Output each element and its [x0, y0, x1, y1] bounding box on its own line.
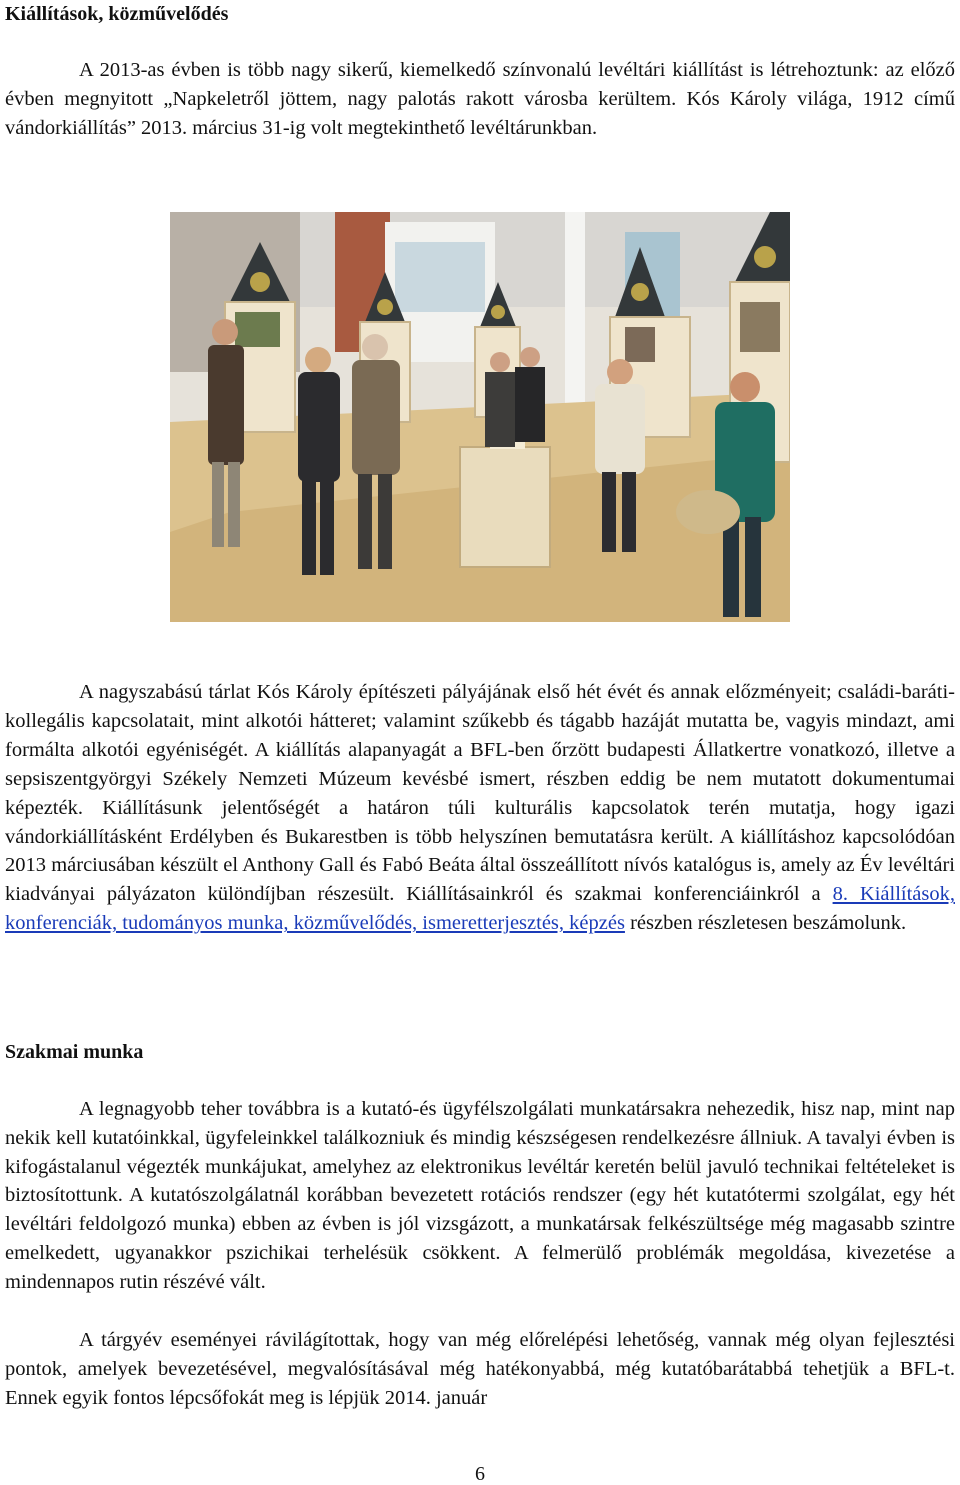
- exhibition-photo: [170, 212, 790, 622]
- exhibitions-paragraph-2: [5, 678, 955, 938]
- section-heading-exhibitions: Kiállítások, közművelődés: [5, 3, 229, 25]
- professional-paragraph-2: A tárgyév eseményei rávilágítottak, hogy van még előrelépési lehetőség, vannak még olyan fejlesztési pontok, amelyek bevezetésével, megvalósításával még hatékonyabbá, még kutatóbarátabbá tehetjük a BFL-t. Ennek egyik fontos lépcsőfokát meg is lépjük 2014. január: [5, 1329, 955, 1409]
- paragraph-text-end: részben részletesen beszámolunk.: [624, 912, 907, 935]
- professional-paragraph-1: A legnagyobb teher továbbra is a kutató-és ügyfélszolgálati munkatársakra nehezedik, hisz nap, mint nap nekik kell kutatóinkkal, ügyfeleinkkel találkozniuk és mindig készségesen rendelkezésre állniuk. A tavalyi évben is kifogástalanul végezték munkájukat, amelyhez az elektronikus levéltár keretén belül javuló technikai feltételeket is biztosítottunk. A kutatószolgálatnál korábban bevezetett rotációs rendszer (egy hét kutatótermi szolgálat, egy hét levéltári feldolgozó munka) ebben az évben is jól vizsgázott, a munkatársak felkészültsége még magasabb szintre emelkedett, ugyanakkor pszichikai terhelésük csökkent. A felmerülő problémák megoldása, kivezetése a mindennapos rutin részévé vált.: [5, 1098, 955, 1293]
- section-8-link[interactable]: 8. Kiállítások, konferenciák, tudományos munka, közművelődés, ismeretterjesztés, képzés: [5, 883, 955, 935]
- paragraph-text: A nagyszabású tárlat Kós Károly építészeti pályájának első hét évét és annak előzményeit; családi-baráti-kollegális kapcsolatait, mint alkotói hátteret; valamint szűkebb és tágabb hazáját mutatta be, vagyis mindazt, ami formálta alkotói egyéniségét. A kiállítás alapanyagát a BFL-ben őrzött budapesti Állatkertre vonatkozó, illetve a sepsiszentgyörgyi Székely Nemzeti Múzeum kevésbé ismert, részben eddig be nem mutatott dokumentumai képezték. Kiállításunk jelentőségét a határon túli kulturális kapcsolatok terén mutatja, hogy igazi vándorkiállításként Erdélyben és Bukarestben is több helyszínen bemutatásra került. A kiállításhoz kapcsolódóan 2013 márciusában készült el Anthony Gall és Fabó Beáta által összeállított nívós katalógus is, amely az Év levéltári kiadványai pályázaton különdíjban részesült. Kiállításainkról és szakmai konferenciáinkról a: [5, 681, 955, 906]
- exhibitions-paragraph-1: A 2013-as évben is több nagy sikerű, kiemelkedő színvonalú levéltári kiállítást is létrehoztunk: az előző évben megnyitott „Napkeletről jöttem, nagy palotás rakott városba kerültem. Kós Károly világa, 1912 című vándorkiállítás” 2013. március 31-ig volt megtekinthető levéltárunkban.: [5, 59, 955, 139]
- page-number: 6: [475, 1463, 485, 1485]
- section-heading-professional-work: Szakmai munka: [5, 1041, 144, 1063]
